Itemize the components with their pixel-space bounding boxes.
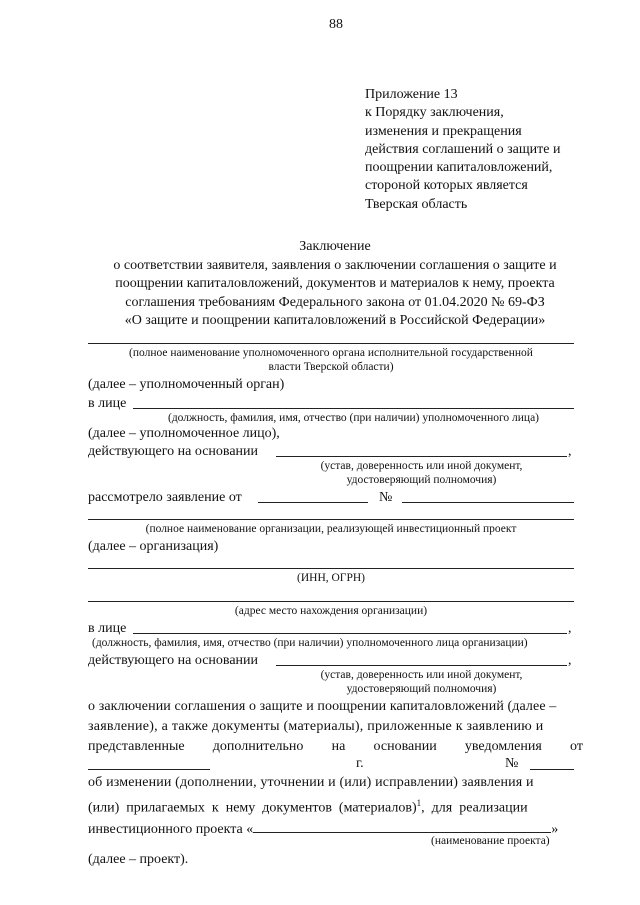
org-position-field[interactable] (133, 633, 567, 634)
in-person-label-2: в лице (88, 621, 127, 636)
notification-date-field[interactable] (88, 769, 210, 770)
para-text: (или) прилагаемых к нему документов (материалов) (88, 800, 417, 816)
main-paragraph-2 (88, 773, 583, 840)
notification-number-field[interactable] (530, 769, 574, 770)
authority-field[interactable] (88, 343, 574, 344)
basis-field[interactable] (276, 456, 567, 457)
basis-field-2[interactable] (276, 665, 567, 666)
acting-basis-label: действующего на основании (88, 444, 259, 459)
hint-basis-line: (устав, доверенность или иной документ, (320, 460, 523, 472)
hint-inn: (ИНН, ОГРН) (297, 572, 365, 584)
para-line: о заключении соглашения о защите и поощрении капиталовложений (далее – (88, 699, 557, 714)
title-line: о соответствии заявителя, заявления о заключении соглашения о защите и (113, 257, 557, 273)
project-ref: (далее – проект). (88, 852, 189, 867)
appendix-line: изменения и прекращения (365, 123, 522, 139)
appendix-line: поощрении капиталовложений, (365, 160, 553, 176)
para-word: от (570, 739, 583, 754)
project-name-field[interactable] (253, 819, 551, 833)
address-field[interactable] (88, 601, 574, 602)
quote-close: » (551, 821, 559, 837)
hint-project: (наименование проекта) (431, 835, 550, 847)
year-abbr: г. (356, 756, 364, 771)
para-word: дополнительно (212, 739, 304, 754)
comma: , (568, 653, 572, 668)
main-paragraph (88, 697, 583, 757)
hint-basis (276, 459, 567, 487)
para-word: уведомления (464, 739, 542, 754)
para-line-justified (88, 737, 583, 757)
hint-basis-line: удостоверяющий полномочия) (346, 683, 497, 695)
appendix-line: к Порядку заключения, (365, 105, 504, 121)
title-line: соглашения требованиям Федерального закона от 01.04.2020 № 69-ФЗ (125, 294, 545, 310)
org-ref: (далее – организация) (88, 539, 219, 554)
title-line: поощрении капиталовложений, документов и материалов к нему, проекта (115, 276, 555, 291)
inn-ogrn-field[interactable] (88, 568, 574, 569)
hint-basis-line: удостоверяющий полномочия) (346, 474, 497, 486)
comma: , (568, 621, 572, 636)
appendix-line: Приложение 13 (365, 87, 458, 102)
title-line: «О защите и поощрении капиталовложений в Российской Федерации» (124, 313, 546, 328)
appendix-line: стороной которых является (365, 178, 528, 194)
application-date-field[interactable] (258, 502, 368, 503)
comma: , (568, 444, 572, 459)
in-person-label: в лице (88, 396, 127, 411)
authority-ref: (далее – уполномоченный орган) (88, 377, 285, 392)
position-field[interactable] (133, 408, 574, 409)
para-line (88, 793, 583, 819)
page-number: 88 (329, 17, 343, 32)
appendix-line: действия соглашений о защите и (365, 141, 561, 157)
number-sign-2: № (505, 756, 519, 771)
appendix-line: Тверская область (365, 196, 468, 212)
para-text: , для реализации (421, 800, 528, 816)
hint-authority-line: (полное наименование уполномоченного органа исполнительной государственной (129, 347, 533, 359)
hint-position: (должность, фамилия, имя, отчество (при наличии) уполномоченного лица) (167, 412, 540, 424)
number-sign: № (379, 490, 393, 505)
para-line: заявление), а также документы (материалы), приложенные к заявлению и (88, 719, 544, 734)
para-word: на (331, 739, 346, 754)
para-word: представленные (88, 739, 185, 754)
hint-authority (88, 346, 574, 374)
hint-address: (адрес место нахождения организации) (234, 605, 428, 617)
hint-authority-line: власти Тверской области) (268, 361, 394, 373)
hint-basis-line: (устав, доверенность или иной документ, (320, 669, 523, 681)
hint-basis-2 (276, 668, 567, 696)
appendix-block (365, 86, 560, 214)
para-text: инвестиционного проекта « (88, 821, 254, 837)
hint-position-org: (должность, фамилия, имя, отчество (при наличии) уполномоченного лица организации) (92, 637, 528, 649)
application-number-field[interactable] (402, 502, 574, 503)
document-title (60, 238, 610, 331)
reviewed-label: рассмотрело заявление от (88, 490, 242, 505)
para-word: основании (373, 739, 437, 754)
footnote-mark: 1 (416, 798, 422, 808)
title-heading: Заключение (299, 239, 371, 254)
hint-org: (полное наименование организации, реализующей инвестиционный проект (145, 523, 517, 535)
acting-basis-label-2: действующего на основании (88, 653, 259, 668)
organization-field[interactable] (88, 519, 574, 520)
para-line: об изменении (дополнении, уточнении и (или) исправлении) заявления и (88, 775, 534, 790)
person-ref: (далее – уполномоченное лицо), (88, 426, 280, 441)
